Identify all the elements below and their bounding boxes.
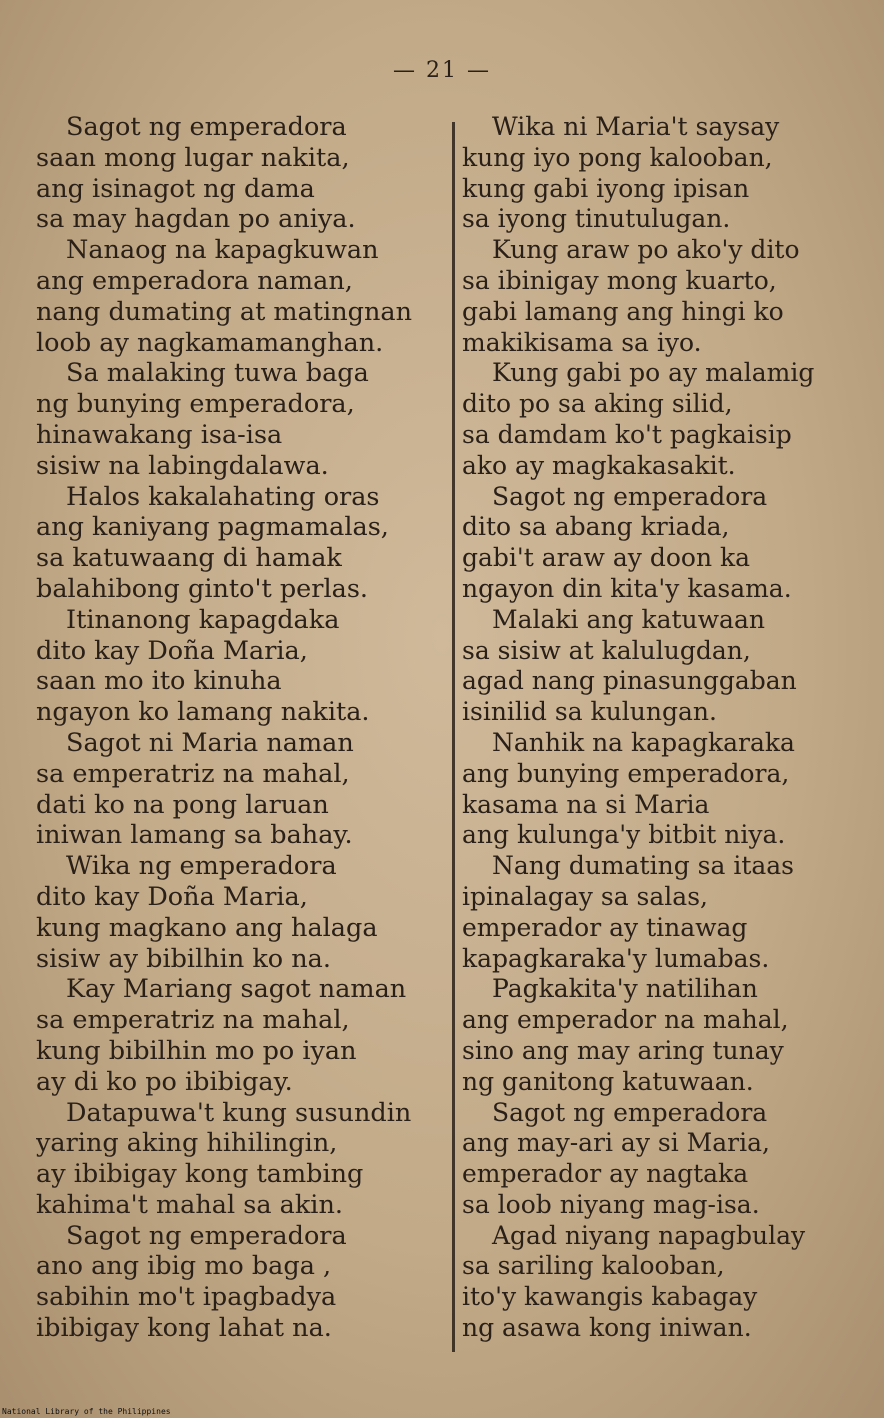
verse-line: Sagot ng emperadora — [66, 112, 347, 142]
verse-line: Nanhik na kapagkaraka — [492, 727, 795, 757]
stanza — [36, 482, 446, 605]
verse-line: Sagot ng emperadora — [66, 1220, 347, 1251]
verse-line: ngayon ko lamang nakita. — [36, 697, 370, 728]
verse-line: ng ganitong katuwaan. — [462, 1066, 754, 1096]
stanza — [462, 482, 862, 605]
verse-line: sa may hagdan po aniya. — [36, 204, 356, 235]
verse-line: kasama na si Maria — [462, 789, 710, 819]
page-number: — 21 — — [393, 58, 491, 83]
verse-line: Halos kakalahating oras — [66, 481, 380, 512]
verse-line: ng bunying emperadora, — [36, 389, 355, 420]
verse-line: Sagot ng emperadora — [492, 1097, 768, 1127]
verse-line: Kung gabi po ay malamig — [492, 358, 815, 388]
verse-line: kung gabi iyong ipisan — [462, 173, 750, 203]
verse-line: ang emperador na mahal, — [462, 1005, 789, 1035]
verse-line: Kay Mariang sagot naman — [66, 974, 407, 1005]
stanza — [462, 605, 862, 728]
verse-line: kung iyo pong kalooban, — [462, 142, 773, 172]
verse-line: ngayon din kita'y kasama. — [462, 573, 792, 603]
stanza — [462, 974, 862, 1097]
verse-line: Sa malaking tuwa baga — [66, 358, 369, 389]
verse-line: Nanaog na kapagkuwan — [66, 235, 379, 266]
stanza — [36, 1098, 446, 1221]
column-divider — [452, 122, 455, 1352]
verse-line: makikisama sa iyo. — [462, 327, 702, 357]
verse-line: sisiw ay bibilhin ko na. — [36, 943, 331, 974]
verse-line: agad nang pinasunggaban — [462, 666, 797, 696]
verse-line: Sagot ni Maria naman — [66, 727, 354, 758]
verse-line: ng asawa kong iniwan. — [462, 1313, 752, 1343]
verse-line: kung bibilhin mo po iyan — [36, 1035, 357, 1066]
verse-line: sino ang may aring tunay — [462, 1035, 784, 1065]
stanza — [36, 605, 446, 728]
verse-line: Pagkakita'y natilihan — [492, 974, 758, 1004]
verse-line: dito sa abang kriada, — [462, 512, 730, 542]
verse-line: ay di ko po ibibigay. — [36, 1066, 293, 1097]
verse-line: ang isinagot ng dama — [36, 173, 315, 204]
verse-line: isinilid sa kulungan. — [462, 697, 717, 727]
verse-line: iniwan lamang sa bahay. — [36, 820, 353, 851]
verse-line: saan mo ito kinuha — [36, 666, 282, 697]
stanza — [36, 728, 446, 851]
verse-line: sa damdam ko't pagkaisip — [462, 419, 792, 449]
verse-line: Nang dumating sa itaas — [492, 851, 795, 881]
stanza — [36, 1221, 446, 1344]
stanza — [462, 728, 862, 851]
stanza — [462, 851, 862, 974]
verse-line: yaring aking hihilingin, — [36, 1128, 338, 1159]
verse-line: sa loob niyang mag-isa. — [462, 1189, 760, 1219]
stanza — [462, 1221, 862, 1344]
verse-line: sa emperatriz na mahal, — [36, 758, 350, 789]
verse-line: gabi lamang ang hingi ko — [462, 296, 784, 326]
stanza — [462, 358, 862, 481]
verse-line: saan mong lugar nakita, — [36, 142, 350, 173]
verse-line: kapagkaraka'y lumabas. — [462, 943, 770, 973]
verse-line: sa iyong tinutulugan. — [462, 204, 731, 234]
verse-line: ano ang ibig mo baga , — [36, 1251, 332, 1282]
verse-line: loob ay nagkamamanghan. — [36, 327, 384, 358]
verse-line: Wika ng emperadora — [66, 851, 337, 882]
footer-credit: National Library of the Philippines — [2, 1407, 171, 1416]
verse-line: balahibong ginto't perlas. — [36, 573, 369, 604]
verse-line: nang dumating at matingnan — [36, 296, 413, 327]
verse-line: ibibigay kong lahat na. — [36, 1313, 332, 1344]
verse-line: sa ibinigay mong kuarto, — [462, 265, 777, 295]
verse-line: emperador ay nagtaka — [462, 1159, 749, 1189]
verse-line: Malaki ang katuwaan — [492, 604, 765, 634]
verse-line: Datapuwa't kung susundin — [66, 1097, 412, 1128]
stanza — [462, 235, 862, 358]
stanza — [462, 112, 862, 235]
stanza — [36, 358, 446, 481]
right-column — [462, 112, 862, 1344]
verse-line: Agad niyang napagbulay — [492, 1220, 806, 1250]
verse-line: ang kaniyang pagmamalas, — [36, 512, 389, 543]
verse-line: ang bunying emperadora, — [462, 758, 790, 788]
verse-line: Kung araw po ako'y dito — [492, 235, 800, 265]
verse-line: sa sariling kalooban, — [462, 1251, 725, 1281]
verse-line: Wika ni Maria't saysay — [492, 112, 780, 141]
verse-line: ang kulunga'y bitbit niya. — [462, 820, 786, 850]
verse-line: sa sisiw at kalulugdan, — [462, 635, 751, 665]
stanza — [36, 235, 446, 358]
verse-line: dito kay Doña Maria, — [36, 635, 308, 666]
verse-line: sisiw na labingdalawa. — [36, 450, 329, 481]
stanza — [36, 851, 446, 974]
verse-line: gabi't araw ay doon ka — [462, 543, 751, 573]
verse-line: dito po sa aking silid, — [462, 389, 733, 419]
verse-line: Sagot ng emperadora — [492, 481, 768, 511]
verse-line: emperador ay tinawag — [462, 912, 748, 942]
stanza — [36, 974, 446, 1097]
verse-line: sabihin mo't ipagbadya — [36, 1282, 337, 1313]
verse-line: sa emperatriz na mahal, — [36, 1005, 350, 1036]
verse-line: hinawakang isa-isa — [36, 419, 283, 450]
verse-line: ito'y kawangis kabagay — [462, 1282, 758, 1312]
stanza — [36, 112, 446, 235]
verse-line: sa katuwaang di hamak — [36, 543, 342, 574]
verse-line: dito kay Doña Maria, — [36, 881, 308, 912]
verse-line: kahima't mahal sa akin. — [36, 1189, 343, 1220]
stanza — [462, 1098, 862, 1221]
verse-line: ako ay magkakasakit. — [462, 450, 736, 480]
verse-line: ang emperadora naman, — [36, 265, 353, 296]
verse-line: ipinalagay sa salas, — [462, 881, 708, 911]
verse-line: dati ko na pong laruan — [36, 789, 329, 820]
verse-line: kung magkano ang halaga — [36, 912, 378, 943]
verse-line: ay ibibigay kong tambing — [36, 1159, 364, 1190]
verse-line: Itinanong kapagdaka — [66, 604, 340, 635]
left-column — [36, 112, 446, 1344]
verse-line: ang may-ari ay si Maria, — [462, 1128, 770, 1158]
